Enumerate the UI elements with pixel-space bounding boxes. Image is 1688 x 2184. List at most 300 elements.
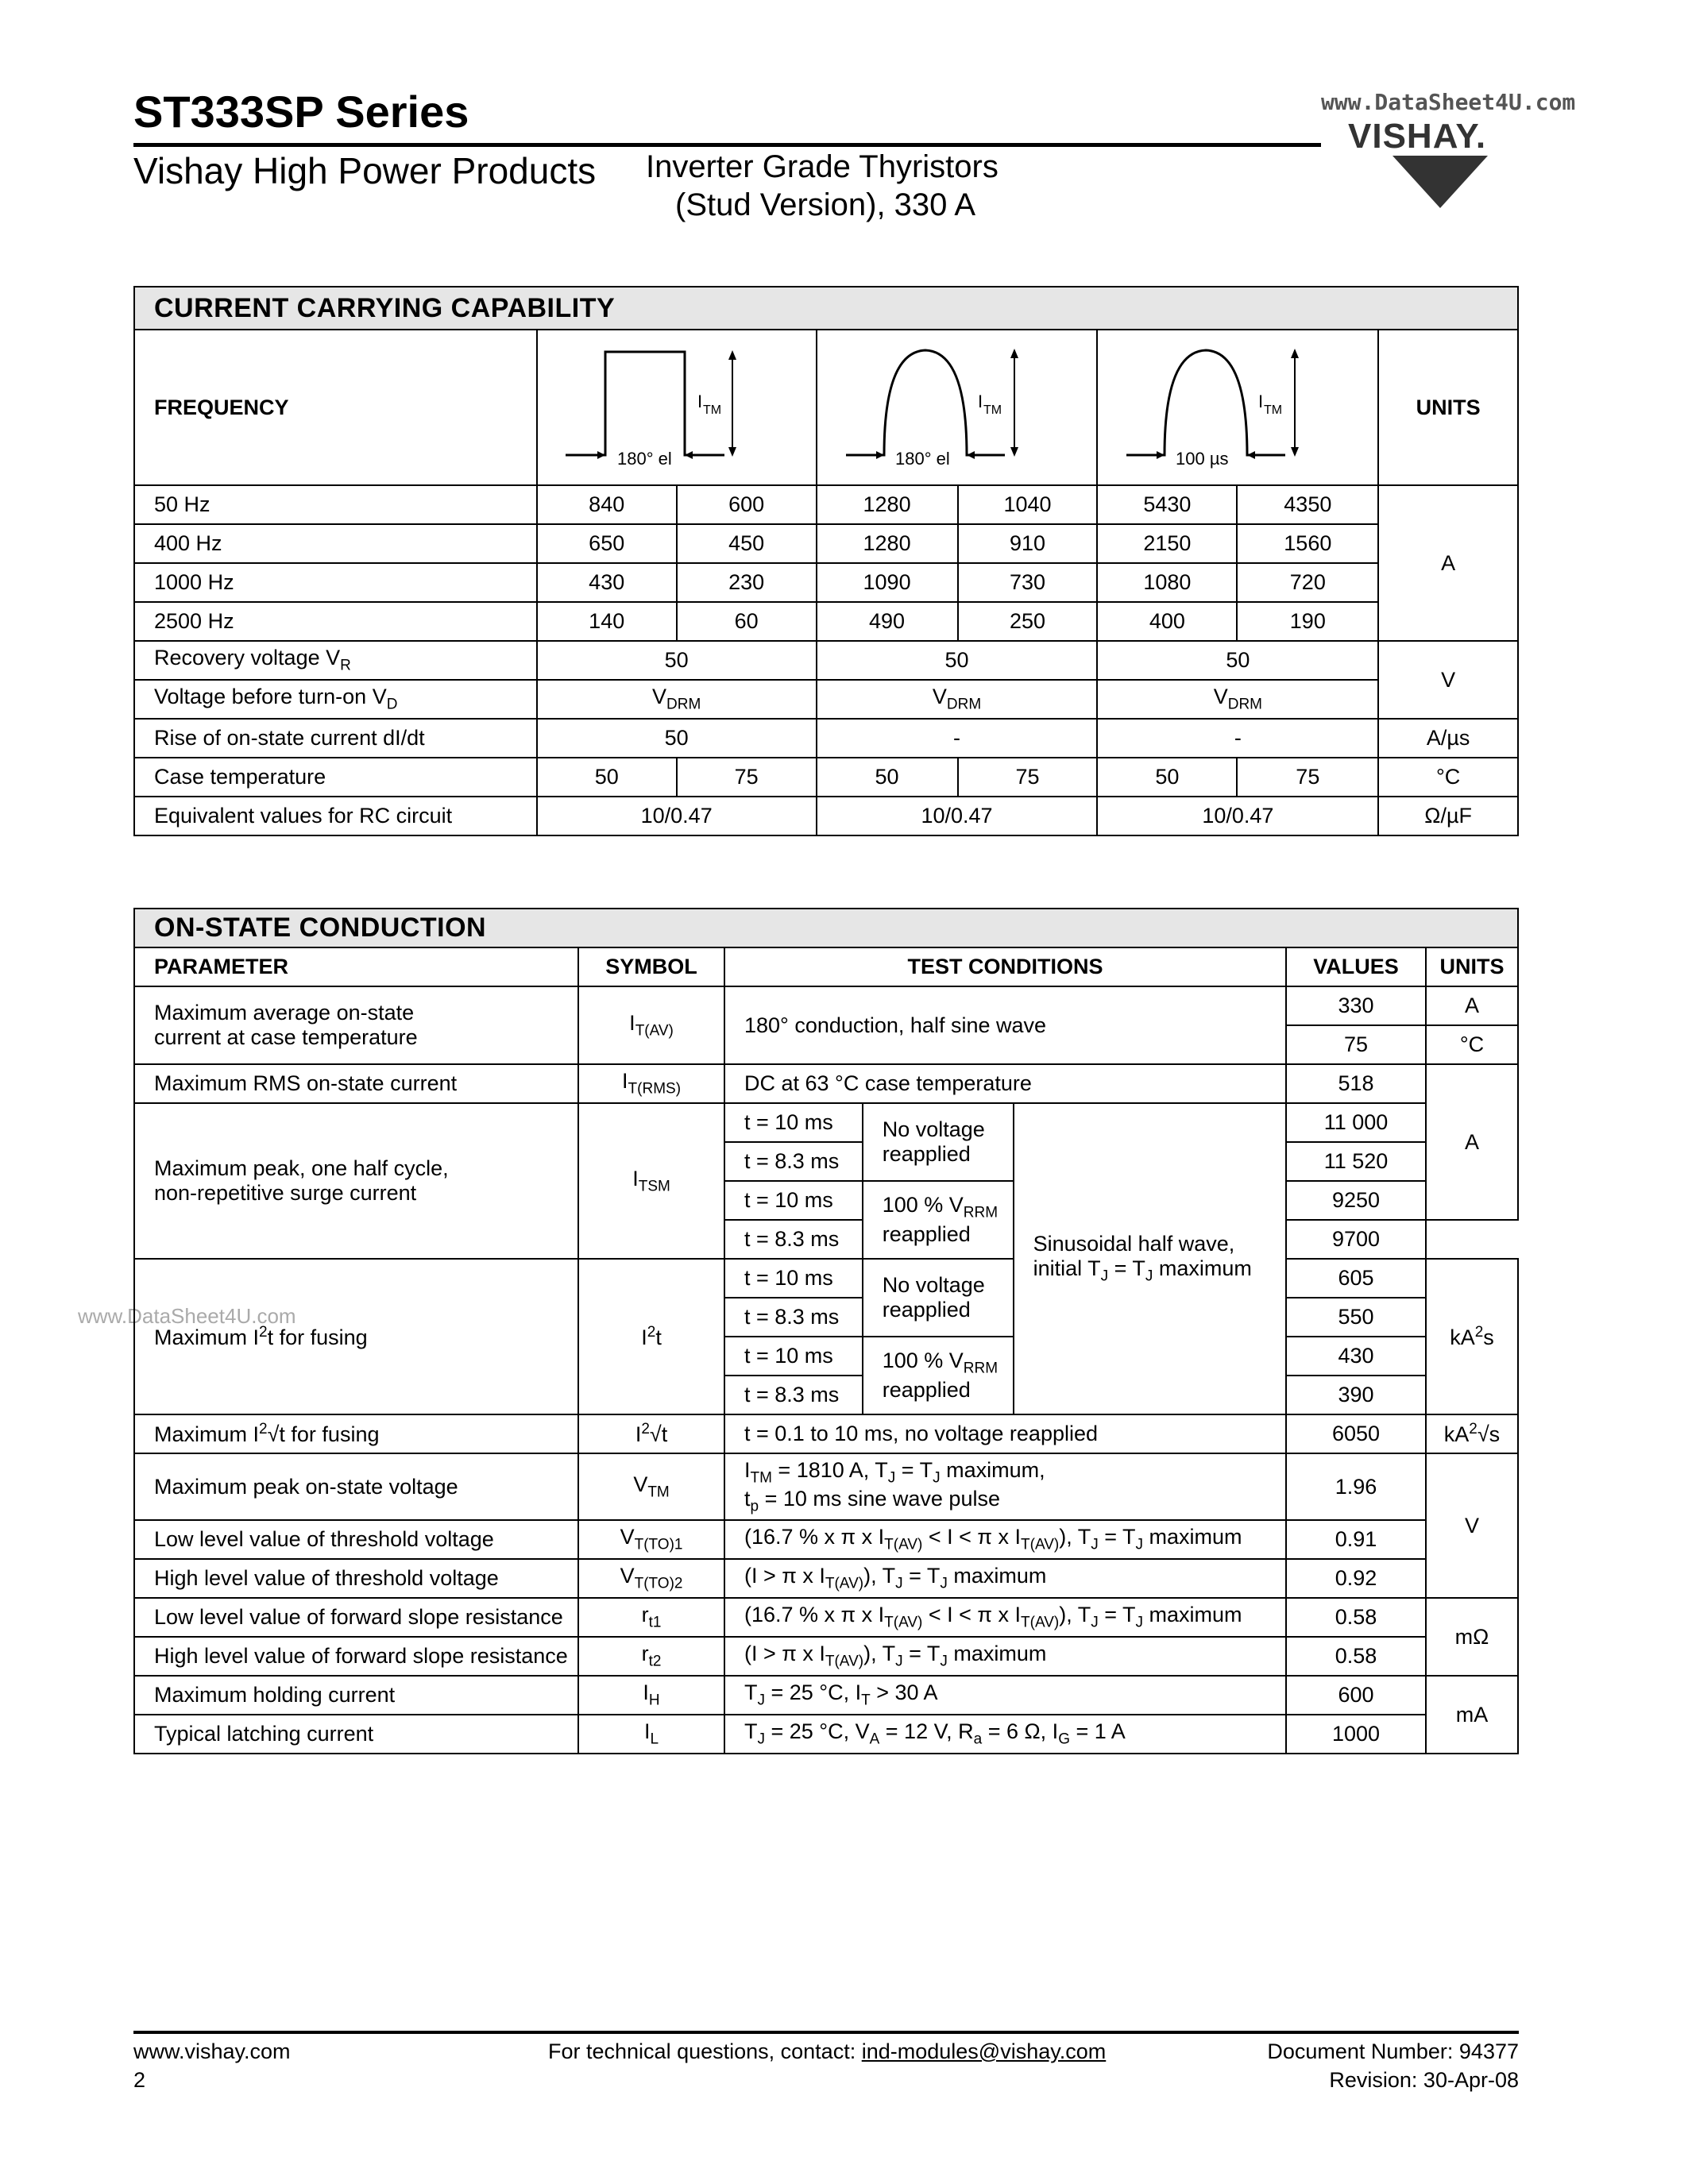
symbol-cell bbox=[578, 1520, 724, 1559]
param-cell: Maximum peak on-state voltage bbox=[134, 1453, 578, 1520]
cond-line bbox=[1033, 1256, 1280, 1285]
cell-value: 720 bbox=[1237, 563, 1378, 602]
cell-value: 4350 bbox=[1237, 485, 1378, 524]
time-cell: t = 10 ms bbox=[724, 1259, 863, 1298]
sym: I bbox=[622, 1069, 628, 1094]
param-line: current at case temperature bbox=[154, 1025, 418, 1049]
condition-cell bbox=[863, 1259, 1014, 1337]
text: = 12 V, R bbox=[879, 1719, 974, 1744]
test-cell: 180° conduction, half sine wave bbox=[724, 986, 1286, 1064]
table-row bbox=[134, 641, 1518, 680]
unit-cell bbox=[1426, 1414, 1518, 1453]
section-title: ON-STATE CONDUCTION bbox=[134, 909, 1518, 947]
value-cell: 0.92 bbox=[1286, 1559, 1426, 1598]
text: = T bbox=[1098, 1525, 1136, 1549]
row-label: Equivalent values for RC circuit bbox=[134, 797, 537, 835]
sub: J bbox=[1100, 1268, 1109, 1285]
test-cell bbox=[724, 1598, 1286, 1637]
time-cell: t = 8.3 ms bbox=[724, 1376, 863, 1414]
v-sub: DRM bbox=[946, 696, 982, 713]
cond-line bbox=[883, 1349, 1006, 1377]
sub: T(AV) bbox=[884, 1614, 923, 1631]
test-cell bbox=[724, 1453, 1286, 1520]
table-row bbox=[134, 1453, 1518, 1520]
table-row bbox=[134, 485, 1518, 524]
sinusoidal-cell bbox=[1014, 1103, 1287, 1414]
unit-cell: A/µs bbox=[1378, 719, 1518, 758]
row-label: Rise of on-state current dI/dt bbox=[134, 719, 537, 758]
text: ), T bbox=[863, 1642, 896, 1666]
sup: 2 bbox=[259, 1421, 268, 1437]
row-label: 50 Hz bbox=[134, 485, 537, 524]
param-line: non-repetitive surge current bbox=[154, 1181, 417, 1205]
cond-line: reapplied bbox=[882, 1142, 971, 1166]
waveform-rect bbox=[537, 330, 817, 485]
revision: Revision: 30-Apr-08 bbox=[1329, 2068, 1519, 2092]
watermark-top: www.DataSheet4U.com bbox=[1321, 89, 1576, 115]
itm-label: I bbox=[1258, 392, 1264, 411]
product-line-1: Inverter Grade Thyristors bbox=[646, 149, 999, 184]
sub: J bbox=[940, 1575, 948, 1592]
sub: TM bbox=[750, 1469, 772, 1486]
sym: t bbox=[655, 1325, 662, 1349]
table-row bbox=[134, 524, 1518, 563]
text: ), T bbox=[1059, 1525, 1091, 1549]
unit-cell: A bbox=[1426, 1064, 1518, 1220]
table-row bbox=[134, 719, 1518, 758]
section-title: CURRENT CARRYING CAPABILITY bbox=[134, 287, 1518, 330]
cond-line: No voltage bbox=[882, 1117, 985, 1141]
row-label bbox=[134, 641, 537, 680]
contact-text: For technical questions, contact: bbox=[548, 2039, 862, 2063]
text: maximum bbox=[1143, 1525, 1242, 1549]
text: ), T bbox=[1059, 1603, 1091, 1627]
symbol-cell bbox=[578, 1103, 724, 1259]
table-row bbox=[134, 602, 1518, 641]
param-line: Maximum peak, one half cycle, bbox=[154, 1156, 449, 1180]
cell-value: 910 bbox=[958, 524, 1098, 563]
sup: 2 bbox=[1469, 1421, 1477, 1437]
symbol-cell bbox=[578, 1676, 724, 1715]
sym: I bbox=[635, 1422, 642, 1446]
sup: 2 bbox=[641, 1421, 650, 1437]
sub: T(AV) bbox=[825, 1653, 864, 1670]
table-row bbox=[134, 1715, 1518, 1754]
table-row bbox=[134, 797, 1518, 835]
text: (I > π x I bbox=[744, 1564, 825, 1588]
sym-sub: T(TO)2 bbox=[634, 1575, 683, 1592]
sub: p bbox=[750, 1498, 759, 1515]
text: √t for fusing bbox=[267, 1422, 380, 1446]
text: 100 % V bbox=[882, 1193, 964, 1217]
text: = T bbox=[895, 1457, 933, 1482]
symbol-cell bbox=[578, 1414, 724, 1453]
table-row bbox=[134, 1103, 1518, 1142]
text: = T bbox=[1098, 1603, 1136, 1627]
unit-cell: mΩ bbox=[1426, 1598, 1518, 1676]
cell-value: - bbox=[817, 719, 1098, 758]
text: Maximum I bbox=[154, 1422, 260, 1446]
value-cell: 75 bbox=[1286, 1025, 1426, 1064]
cell-value: 1040 bbox=[958, 485, 1098, 524]
half-sine-pulse-icon bbox=[1118, 336, 1357, 479]
sym: I bbox=[643, 1680, 649, 1705]
row-label: Case temperature bbox=[134, 758, 537, 797]
v-text: V bbox=[932, 685, 947, 709]
text: √s bbox=[1477, 1422, 1501, 1446]
table-row bbox=[134, 1676, 1518, 1715]
rectangular-pulse-icon bbox=[558, 336, 796, 479]
test-cell: $T_J = 25$ °C, $I_T > 30$ A bbox=[724, 1676, 1286, 1715]
cell-value: 450 bbox=[677, 524, 817, 563]
unit-cell: °C bbox=[1378, 758, 1518, 797]
cell-value: 75 bbox=[677, 758, 817, 797]
test-line bbox=[744, 1458, 1279, 1487]
sub: J bbox=[1145, 1268, 1153, 1285]
time-cell: t = 8.3 ms bbox=[724, 1142, 863, 1181]
itm-sub: TM bbox=[983, 403, 1002, 417]
page-number: 2 bbox=[133, 2068, 146, 2092]
cell-value: 50 bbox=[537, 719, 817, 758]
value-cell: 9250 bbox=[1286, 1181, 1426, 1220]
table-row bbox=[134, 563, 1518, 602]
table-row bbox=[134, 1598, 1518, 1637]
footer-rule bbox=[133, 2031, 1519, 2034]
cell-value: 1560 bbox=[1237, 524, 1378, 563]
param-cell: Low level value of forward slope resistance bbox=[134, 1598, 578, 1637]
sub: J bbox=[1135, 1536, 1144, 1553]
text: I bbox=[744, 1457, 751, 1482]
sym-sub: t1 bbox=[648, 1614, 662, 1631]
sym: I bbox=[632, 1166, 639, 1190]
frequency-label: FREQUENCY bbox=[134, 330, 537, 485]
param-cell: Maximum RMS on-state current bbox=[134, 1064, 578, 1103]
unit-cell: A bbox=[1426, 986, 1518, 1025]
sub: J bbox=[757, 1692, 765, 1709]
value-cell: 430 bbox=[1286, 1337, 1426, 1376]
table-row bbox=[134, 986, 1518, 1025]
page-title: ST333SP Series bbox=[133, 87, 469, 137]
itm-label: I bbox=[977, 392, 983, 411]
text: maximum, bbox=[940, 1457, 1045, 1482]
table-row bbox=[134, 1064, 1518, 1103]
sup: 2 bbox=[647, 1323, 656, 1341]
cell-value bbox=[817, 680, 1098, 719]
sym: V bbox=[633, 1472, 648, 1496]
sym-sub: L bbox=[650, 1731, 659, 1748]
cell-value: 50 bbox=[537, 641, 817, 680]
text: = 1 A bbox=[1069, 1719, 1126, 1744]
sup: 2 bbox=[259, 1323, 268, 1341]
text: maximum bbox=[947, 1564, 1047, 1588]
page-subtitle: Vishay High Power Products bbox=[133, 150, 597, 191]
symbol-cell bbox=[578, 1637, 724, 1676]
symbol-cell bbox=[578, 1064, 724, 1103]
label-sub: R bbox=[340, 657, 351, 674]
cell-value: 10/0.47 bbox=[1097, 797, 1378, 835]
param-line: Maximum average on-state bbox=[154, 1001, 415, 1024]
condition-cell bbox=[863, 1337, 1014, 1414]
cell-value: 50 bbox=[817, 758, 958, 797]
sub: T(AV) bbox=[884, 1536, 923, 1553]
text: T bbox=[744, 1719, 758, 1744]
col-header: PARAMETER bbox=[134, 947, 578, 986]
text: s bbox=[1483, 1325, 1494, 1349]
footer-contact bbox=[548, 2039, 1106, 2064]
text: = 25 °C, I bbox=[764, 1680, 862, 1705]
text: t bbox=[744, 1487, 751, 1511]
text: = 6 Ω, I bbox=[982, 1719, 1059, 1744]
text: = 25 °C, V bbox=[764, 1719, 870, 1744]
v-sub: DRM bbox=[666, 696, 701, 713]
sub: J bbox=[1135, 1614, 1144, 1631]
unit-cell: V bbox=[1426, 1453, 1518, 1598]
itm-sub: TM bbox=[702, 403, 721, 417]
text: maximum bbox=[1153, 1256, 1252, 1281]
cell-value: 840 bbox=[537, 485, 677, 524]
text: > 30 A bbox=[870, 1680, 938, 1705]
product-description bbox=[646, 148, 999, 224]
sub: J bbox=[1091, 1536, 1099, 1553]
value-cell: 605 bbox=[1286, 1259, 1426, 1298]
sup: 2 bbox=[1474, 1323, 1484, 1341]
param-cell bbox=[134, 1259, 578, 1414]
sym: r bbox=[641, 1642, 649, 1666]
text: maximum bbox=[1143, 1603, 1242, 1627]
text: (16.7 % x π x I bbox=[744, 1603, 885, 1627]
param-cell bbox=[134, 986, 578, 1064]
cell-value: 5430 bbox=[1097, 485, 1237, 524]
cell-value: 50 bbox=[537, 758, 677, 797]
cell-value: 50 bbox=[817, 641, 1098, 680]
time-cell: t = 10 ms bbox=[724, 1103, 863, 1142]
sym: V bbox=[620, 1564, 635, 1588]
text: kA bbox=[1443, 1422, 1470, 1446]
sym: √t bbox=[649, 1422, 668, 1446]
text: maximum bbox=[947, 1642, 1047, 1666]
cell-value: 650 bbox=[537, 524, 677, 563]
text: = 10 ms sine wave pulse bbox=[759, 1487, 1000, 1511]
unit-cell: A bbox=[1378, 485, 1518, 641]
sym-sub: H bbox=[648, 1692, 660, 1709]
symbol-cell bbox=[578, 1453, 724, 1520]
test-cell bbox=[724, 1559, 1286, 1598]
value-cell: 1000 bbox=[1286, 1715, 1426, 1754]
text: 100 % V bbox=[882, 1349, 964, 1373]
footer-url[interactable]: www.vishay.com bbox=[133, 2039, 291, 2063]
value-cell: 1.96 bbox=[1286, 1453, 1426, 1520]
sym: V bbox=[620, 1525, 635, 1549]
sym-sub: t2 bbox=[648, 1653, 662, 1670]
label-sub: D bbox=[386, 696, 398, 713]
row-label bbox=[134, 680, 537, 719]
sym-sub: TSM bbox=[638, 1178, 670, 1195]
condition-cell bbox=[863, 1181, 1014, 1259]
v-sub: DRM bbox=[1227, 696, 1262, 713]
param-cell bbox=[134, 1414, 578, 1453]
value-cell: 390 bbox=[1286, 1376, 1426, 1414]
value-cell: 11 000 bbox=[1286, 1103, 1426, 1142]
cell-value: 730 bbox=[958, 563, 1098, 602]
current-carrying-table bbox=[133, 286, 1519, 836]
cell-value: 50 bbox=[1097, 641, 1378, 680]
cond-line bbox=[883, 1193, 1006, 1221]
sym: I bbox=[643, 1719, 651, 1744]
header-row bbox=[134, 947, 1518, 986]
time-cell: t = 10 ms bbox=[724, 1337, 863, 1376]
test-cell: $T_J = 25$ °C, $V_A = 12$ V, $R_a = 6$ Ω, $I_G = 1$ A bbox=[724, 1715, 1286, 1754]
test-line bbox=[744, 1487, 1279, 1515]
value-cell: 11 520 bbox=[1286, 1142, 1426, 1181]
table-row bbox=[134, 1559, 1518, 1598]
vishay-logo-text: VISHAY. bbox=[1348, 119, 1487, 156]
unit-cell: °C bbox=[1426, 1025, 1518, 1064]
units-label: UNITS bbox=[1378, 330, 1518, 485]
symbol-cell bbox=[578, 1559, 724, 1598]
label-text: Recovery voltage V bbox=[154, 646, 341, 670]
email-link[interactable]: ind-modules@vishay.com bbox=[861, 2039, 1107, 2063]
symbol-cell bbox=[578, 986, 724, 1064]
cell-value: 230 bbox=[677, 563, 817, 602]
sym-sub: T(TO)1 bbox=[634, 1536, 683, 1553]
sub: J bbox=[940, 1653, 948, 1670]
value-cell: 9700 bbox=[1286, 1220, 1426, 1259]
unit-cell: V bbox=[1378, 641, 1518, 719]
itm-sub: TM bbox=[1264, 403, 1283, 417]
sym: I bbox=[629, 1010, 635, 1035]
cell-value: 10/0.47 bbox=[817, 797, 1098, 835]
text: initial T bbox=[1033, 1256, 1101, 1281]
value-cell: 0.58 bbox=[1286, 1598, 1426, 1637]
param-cell bbox=[134, 1103, 578, 1259]
sym-sub: T(RMS) bbox=[628, 1080, 682, 1098]
cond-line: No voltage bbox=[882, 1273, 985, 1297]
sub: RRM bbox=[963, 1204, 999, 1221]
row-label: 2500 Hz bbox=[134, 602, 537, 641]
cell-value: 2150 bbox=[1097, 524, 1237, 563]
col-header: TEST CONDITIONS bbox=[724, 947, 1286, 986]
waveform-sine bbox=[817, 330, 1098, 485]
pulse-width-label: 180° el bbox=[894, 449, 950, 469]
row-label: 400 Hz bbox=[134, 524, 537, 563]
on-state-table bbox=[133, 908, 1519, 1754]
label-text: Voltage before turn-on V bbox=[154, 685, 387, 709]
value-cell: 600 bbox=[1286, 1676, 1426, 1715]
cell-value: - bbox=[1097, 719, 1378, 758]
itm-label: I bbox=[697, 392, 702, 411]
table-row bbox=[134, 680, 1518, 719]
text: Maximum I bbox=[154, 1325, 260, 1349]
half-sine-pulse-icon bbox=[838, 336, 1076, 479]
cell-value: 600 bbox=[677, 485, 817, 524]
col-header: VALUES bbox=[1286, 947, 1426, 986]
value-cell: 518 bbox=[1286, 1064, 1426, 1103]
cell-value: 190 bbox=[1237, 602, 1378, 641]
text: = T bbox=[1108, 1256, 1145, 1281]
text: = T bbox=[902, 1642, 941, 1666]
sub: J bbox=[895, 1653, 903, 1670]
value-cell: 0.91 bbox=[1286, 1520, 1426, 1559]
col-header: UNITS bbox=[1426, 947, 1518, 986]
cell-value bbox=[1097, 680, 1378, 719]
cell-value bbox=[537, 680, 817, 719]
cell-value: 400 bbox=[1097, 602, 1237, 641]
text: < I < π x I bbox=[922, 1603, 1022, 1627]
table-row bbox=[134, 1520, 1518, 1559]
product-line-2: (Stud Version), 330 A bbox=[675, 187, 976, 222]
param-cell: Maximum holding current bbox=[134, 1676, 578, 1715]
cell-value: 10/0.47 bbox=[537, 797, 817, 835]
pulse-width-label: 180° el bbox=[616, 449, 672, 469]
text: (I > π x I bbox=[744, 1642, 825, 1666]
cell-value: 1090 bbox=[817, 563, 958, 602]
test-cell: t = 0.1 to 10 ms, no voltage reapplied bbox=[724, 1414, 1286, 1453]
cell-value: 1080 bbox=[1097, 563, 1237, 602]
sub: T(AV) bbox=[1021, 1536, 1060, 1553]
symbol-cell bbox=[578, 1598, 724, 1637]
watermark-side: www.DataSheet4U.com bbox=[78, 1304, 296, 1328]
cond-line: reapplied bbox=[882, 1377, 971, 1402]
text: (16.7 % x π x I bbox=[744, 1525, 885, 1549]
sym: I bbox=[641, 1325, 647, 1349]
value-cell: 6050 bbox=[1286, 1414, 1426, 1453]
cell-value: 75 bbox=[958, 758, 1098, 797]
sub: J bbox=[895, 1575, 903, 1592]
sym: r bbox=[641, 1603, 649, 1627]
unit-cell: Ω/µF bbox=[1378, 797, 1518, 835]
col-header: SYMBOL bbox=[578, 947, 724, 986]
param-cell: High level value of threshold voltage bbox=[134, 1559, 578, 1598]
cell-value: 50 bbox=[1097, 758, 1237, 797]
time-cell: t = 8.3 ms bbox=[724, 1220, 863, 1259]
time-cell: t = 8.3 ms bbox=[724, 1298, 863, 1337]
table-row bbox=[134, 758, 1518, 797]
sub: T(AV) bbox=[1021, 1614, 1060, 1631]
text: t for fusing bbox=[267, 1325, 368, 1349]
unit-cell bbox=[1426, 1259, 1518, 1414]
pulse-width-label: 100 µs bbox=[1176, 449, 1229, 469]
text: ), T bbox=[863, 1564, 896, 1588]
symbol-cell bbox=[578, 1259, 724, 1414]
cell-value: 490 bbox=[817, 602, 958, 641]
sub: J bbox=[887, 1469, 896, 1486]
value-cell: 550 bbox=[1286, 1298, 1426, 1337]
cond-line: reapplied bbox=[882, 1298, 971, 1322]
cell-value: 60 bbox=[677, 602, 817, 641]
table-row bbox=[134, 1637, 1518, 1676]
sub: J bbox=[933, 1469, 941, 1486]
vishay-logo bbox=[1345, 119, 1543, 214]
cell-value: 1280 bbox=[817, 524, 958, 563]
cell-value: 140 bbox=[537, 602, 677, 641]
text: kA bbox=[1450, 1325, 1475, 1349]
v-text: V bbox=[1213, 685, 1228, 709]
cell-value: 430 bbox=[537, 563, 677, 602]
cell-value: 75 bbox=[1237, 758, 1378, 797]
sym-sub: TM bbox=[647, 1484, 670, 1501]
param-cell: Low level value of threshold voltage bbox=[134, 1520, 578, 1559]
param-cell: Typical latching current bbox=[134, 1715, 578, 1754]
sub: J bbox=[1091, 1614, 1099, 1631]
document-number: Document Number: 94377 bbox=[1267, 2039, 1519, 2063]
text: < I < π x I bbox=[922, 1525, 1022, 1549]
sym-sub: T(AV) bbox=[635, 1022, 674, 1040]
condition-cell bbox=[863, 1103, 1014, 1181]
value-cell: 0.58 bbox=[1286, 1637, 1426, 1676]
test-cell: DC at 63 °C case temperature bbox=[724, 1064, 1286, 1103]
time-cell: t = 10 ms bbox=[724, 1181, 863, 1220]
unit-cell: mA bbox=[1426, 1676, 1518, 1754]
